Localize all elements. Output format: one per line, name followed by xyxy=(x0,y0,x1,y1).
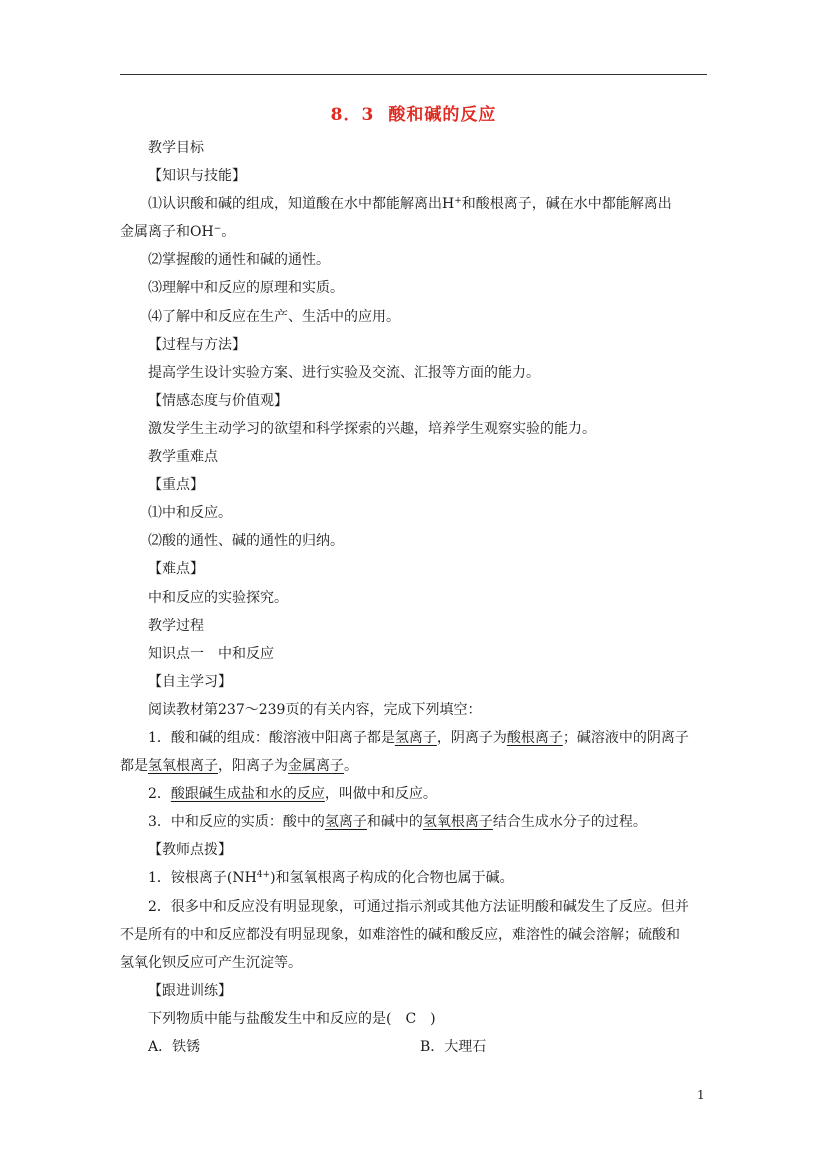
q3-answer-2: 氢氧根离子 xyxy=(422,814,493,831)
practice-question: 下列物质中能与盐酸发生中和反应的是( C ) xyxy=(148,1010,436,1027)
knowledge-item-1 xyxy=(120,190,710,218)
q1-text-c: ；碱溶液中的阴离子 xyxy=(562,729,689,746)
q1-text-b: ，阴离子为 xyxy=(436,729,507,746)
q3-text-a: 3．中和反应的实质：酸中的 xyxy=(148,814,325,831)
knowledge-item-4: ⑷了解中和反应在生产、生活中的应用。 xyxy=(148,308,400,325)
question-1 xyxy=(120,724,710,752)
k1-sup2: − xyxy=(213,224,222,235)
key-points-heading: 教学重难点 xyxy=(148,449,218,466)
page-number: 1 xyxy=(697,1088,705,1102)
emotion-text: 激发学生主动学习的欲望和科学探索的兴趣，培养学生观察实验的能力。 xyxy=(148,420,596,437)
q1-text-d: 都是 xyxy=(120,758,148,775)
question-2 xyxy=(120,780,710,808)
q2-answer-1: 酸跟碱生成盐和水的反应 xyxy=(170,786,325,803)
t1-text-b: )和氢氧根离子构成的化合物也属于碱。 xyxy=(270,870,514,887)
page-title xyxy=(120,100,707,125)
k1-text-a: ⑴认识酸和碱的组成，知道酸在水中都能解离出H xyxy=(148,196,455,213)
t1-text-a: 1．铵根离子(NH xyxy=(148,870,257,887)
knowledge-point-1: 知识点一 中和反应 xyxy=(148,645,274,662)
difficulty-text: 中和反应的实验探究。 xyxy=(148,589,288,606)
process-tag: 【过程与方法】 xyxy=(148,336,246,353)
teacher-note-2-cont: 不是所有的中和反应都没有明显现象，如难溶性的碱和酸反应，难溶性的碱会溶解；硫酸和 xyxy=(120,926,680,943)
teacher-note-2-end: 氢氧化钡反应可产生沉淀等。 xyxy=(120,954,302,971)
section-number: 8．3 xyxy=(330,105,375,125)
q3-text-c: 结合生成水分子的过程。 xyxy=(492,814,647,831)
teacher-tag: 【教师点拨】 xyxy=(148,842,232,859)
k1-text-b: 和酸根离子，碱在水中都能解离出 xyxy=(461,196,672,213)
q1-answer-1: 氢离子 xyxy=(394,729,437,746)
document-body xyxy=(120,134,710,1061)
q1-answer-2: 酸根离子 xyxy=(506,729,563,746)
self-study-tag: 【自主学习】 xyxy=(148,673,232,690)
teacher-note-1 xyxy=(120,864,710,892)
teacher-note-2: 2．很多中和反应没有明显现象，可通过指示剂或其他方法证明酸和碱发生了反应。但并 xyxy=(148,898,689,915)
option-b: B．大理石 xyxy=(420,1039,487,1055)
q2-text-b: ，叫做中和反应。 xyxy=(324,786,437,803)
process-text: 提高学生设计实验方案、进行实验及交流、汇报等方面的能力。 xyxy=(148,364,540,381)
difficulty-tag: 【难点】 xyxy=(148,561,204,578)
focus-item-1: ⑴中和反应。 xyxy=(148,505,232,522)
q1-text-e: ，阳离子为 xyxy=(218,758,288,775)
question-1-cont xyxy=(120,752,710,780)
emotion-tag: 【情感态度与价值观】 xyxy=(148,392,288,409)
question-3 xyxy=(120,808,710,836)
knowledge-item-1-cont xyxy=(120,218,710,246)
options-row xyxy=(120,1033,710,1061)
k1-sup: + xyxy=(454,196,462,207)
q1-answer-4: 金属离子 xyxy=(288,758,344,775)
section-title: 酸和碱的反应 xyxy=(388,105,497,125)
q3-text-b: 和碱中的 xyxy=(366,814,423,831)
option-a: A．铁锈 xyxy=(148,1039,201,1055)
k1-text-c: 金属离子和OH xyxy=(120,224,214,241)
header-rule xyxy=(120,74,707,75)
reading-instruction: 阅读教材第237～239页的有关内容，完成下列填空： xyxy=(148,701,482,718)
knowledge-item-3: ⑶理解中和反应的原理和实质。 xyxy=(148,280,344,297)
q3-answer-1: 氢离子 xyxy=(324,814,367,831)
q2-text-a: 2． xyxy=(148,786,171,803)
objectives-heading: 教学目标 xyxy=(148,140,204,156)
process-heading: 教学过程 xyxy=(148,617,204,634)
practice-tag: 【跟进训练】 xyxy=(148,982,232,999)
knowledge-tag: 【知识与技能】 xyxy=(148,168,246,185)
knowledge-item-2: ⑵掌握酸的通性和碱的通性。 xyxy=(148,252,330,269)
k1-text-d: 。 xyxy=(221,224,236,241)
t1-sup: 4+ xyxy=(256,870,271,881)
q1-answer-3: 氢氧根离子 xyxy=(148,758,218,775)
q1-text-a: 1．酸和碱的组成：酸溶液中阳离子都是 xyxy=(148,729,395,746)
focus-item-2: ⑵酸的通性、碱的通性的归纳。 xyxy=(148,533,344,550)
focus-tag: 【重点】 xyxy=(148,477,204,494)
q1-text-f: 。 xyxy=(344,758,358,775)
